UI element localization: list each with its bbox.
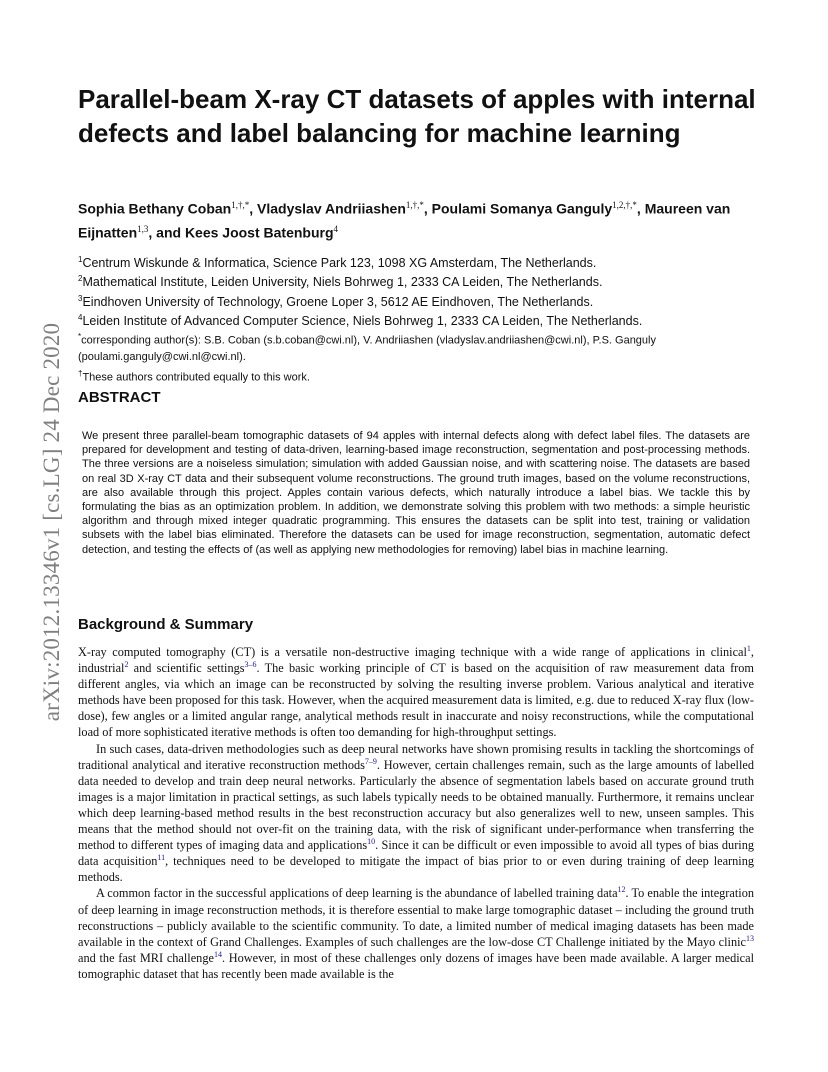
- affiliation-marker: 3: [78, 293, 83, 303]
- author-affiliation-marker: 4: [333, 223, 339, 234]
- author-name: Sophia Bethany Coban: [78, 200, 232, 217]
- paragraph-text: . However, certain challenges remain, such as the large amounts of labelled data needed to develop and train deep neural networks. Particularly the absence of segmentation labels based on accurate ground truth images is a major limitation in practical settings, as such labels typically needs to be obtained manually. Furthermore, it remains unclear which deep learning-based method results in the best reconstruction accuracy but also generalizes well to new, unseen samples. This means that the method should not over-fit on the training data, with the risk of significant under-performance when transferring the method to different types of imaging data and applications: [78, 757, 754, 853]
- citation-link[interactable]: 3–6: [244, 660, 257, 669]
- paragraph-text: , industrial: [78, 645, 754, 676]
- author-name: Vladyslav Andriiashen: [257, 200, 406, 217]
- paragraph-text: . The basic working principle of CT is based on the acquisition of raw measurement data from different angles, via which an image can be reconstructed by solving the resulting inverse problem. Various analytical and iterative methods have been proposed for this task. However, when the acquired measurement data is limited, e.g. due to reduced X-ray flux (low-dose), few angles or a limited angular range, analytical methods result in inaccurate and noisy reconstructions, while the computational load of more sophisticated iterative methods is often too demanding for high-throughput settings.: [78, 661, 754, 740]
- paragraph-text: X-ray computed tomography (CT) is a versatile non-destructive imaging technique with a wide range of applications in clinical: [78, 645, 747, 659]
- paragraph-text: and scientific settings: [128, 661, 245, 676]
- corresponding-marker: *: [78, 332, 82, 342]
- author-name: Maureen van Eijnatten: [78, 200, 731, 241]
- affiliation-item: [78, 252, 758, 271]
- corresponding-author-note: [78, 329, 758, 365]
- author-name: Poulami Somanya Ganguly: [431, 200, 613, 217]
- body-paragraph: [78, 885, 754, 982]
- affiliation-item: [78, 271, 758, 290]
- corresponding-text: corresponding author(s): S.B. Coban (s.b.coban@cwi.nl), V. Andriiashen (vladyslav.andriiashen@cwi.nl), P.S. Ganguly (poulami.ganguly@cwi.nl@cwi.nl).: [78, 335, 656, 364]
- author-affiliation-marker: 1,†,*: [231, 200, 250, 210]
- paragraph-text: . To enable the integration of deep learning in image reconstruction methods, it is therefore essential to make large tomographic dataset – including the ground truth reconstructions – publicly available to the scientific community. To date, a limited number of medical imaging datasets has been made available in the context of Grand Challenges. Examples of such challenges are the low-dose CT Challenge initiated by the Mayo clinic: [78, 886, 754, 949]
- citation-link[interactable]: 2: [124, 660, 129, 669]
- author-separator: ,: [423, 200, 432, 217]
- citation-link[interactable]: 10: [367, 837, 376, 847]
- author-affiliation-marker: 1,†,*: [405, 200, 424, 210]
- citation-link[interactable]: 11: [157, 853, 166, 863]
- author-separator: ,: [249, 200, 258, 217]
- author-separator: ,: [636, 200, 645, 217]
- citation-link[interactable]: 13: [746, 933, 754, 943]
- affiliation-marker: 2: [78, 274, 83, 284]
- equal-contribution-note: [78, 366, 758, 386]
- paragraph-text: . Since it can be difficult or even impossible to avoid all types of bias during data acquisition: [78, 838, 754, 869]
- paragraph-text: A common factor in the successful applications of deep learning is the abundance of labelled training data: [96, 886, 618, 901]
- author-affiliation-marker: 1,3: [137, 223, 149, 234]
- author-affiliation-marker: 1,2,†,*: [612, 200, 637, 210]
- affiliation-marker: 4: [78, 313, 83, 323]
- paragraph-text: and the fast MRI challenge: [78, 950, 214, 965]
- affiliation-text: Leiden Institute of Advanced Computer Science, Niels Bohrweg 1, 2333 CA Leiden, The Netherlands.: [82, 314, 643, 329]
- citation-link[interactable]: 7–9: [364, 756, 377, 766]
- body-paragraph: [78, 741, 754, 886]
- affiliation-item: [78, 291, 758, 310]
- abstract-text: We present three parallel-beam tomographic datasets of 94 apples with internal defects along with defect label files. The datasets are prepared for development and testing of data-driven, learning-based image reconstruction, segmentation and post-processing methods. The three versions are a noiseless simulation; simulation with added Gaussian noise, and with scattering noise. The datasets are based on real 3D X-ray CT data and their subsequent volume reconstructions. The ground truth images, based on the volume reconstructions, are also available through this project. Apples contain various defects, which naturally introduce a label bias. We tackle this by formulating the bias as an optimization problem. In addition, we demonstrate solving this problem with two methods: a simple heuristic algorithm and through mixed integer quadratic programming. This ensures the datasets can be split into test, training or validation subsets with the label bias eliminated. Therefore the datasets can be used for image reconstruction, segmentation, automatic defect detection, and testing the effects of (as well as applying new methodologies for removing) label bias in machine learning.: [82, 430, 750, 556]
- affiliation-text: Eindhoven University of Technology, Groene Loper 3, 5612 AE Eindhoven, The Netherlands.: [82, 294, 594, 309]
- background-heading: Background & Summary: [78, 616, 254, 633]
- citation-link[interactable]: 12: [617, 885, 626, 895]
- affiliation-marker: 1: [78, 255, 83, 264]
- author-name: Kees Joost Batenburg: [184, 224, 334, 241]
- paper-title: Parallel-beam X-ray CT datasets of apples with internal defects and label balancing for machine learning: [78, 84, 756, 148]
- citation-link[interactable]: 1: [746, 643, 751, 653]
- paragraph-text: In such cases, data-driven methodologies such as deep neural networks have shown promising results in tackling the shortcomings of traditional analytical and iterative reconstruction methods: [78, 741, 754, 772]
- citation-link[interactable]: 14: [213, 949, 222, 959]
- affiliation-text: Mathematical Institute, Leiden University, Niels Bohrweg 1, 2333 CA Leiden, The Netherlands.: [82, 275, 603, 290]
- equal-contribution-marker: †: [78, 368, 83, 378]
- body-paragraph: [78, 644, 754, 741]
- author-separator: , and: [148, 224, 185, 241]
- body-text: [78, 644, 754, 982]
- arxiv-identifier-stamp: arXiv:2012.13346v1 [cs.LG] 24 Dec 2020: [39, 322, 64, 722]
- author-list: [78, 195, 768, 242]
- equal-contribution-text: These authors contributed equally to this work.: [82, 371, 310, 384]
- affiliation-text: Centrum Wiskunde & Informatica, Science Park 123, 1098 XG Amsterdam, The Netherlands.: [82, 256, 597, 271]
- affiliation-item: [78, 310, 758, 329]
- paragraph-text: , techniques need to be developed to mitigate the impact of bias prior to or even during training of deep learning methods.: [78, 854, 754, 885]
- paragraph-text: . However, in most of these challenges only dozens of images have been made available. A larger medical tomographic dataset that has recently been made available is the: [78, 950, 755, 981]
- affiliation-list: [78, 252, 758, 385]
- abstract-heading: ABSTRACT: [78, 389, 161, 406]
